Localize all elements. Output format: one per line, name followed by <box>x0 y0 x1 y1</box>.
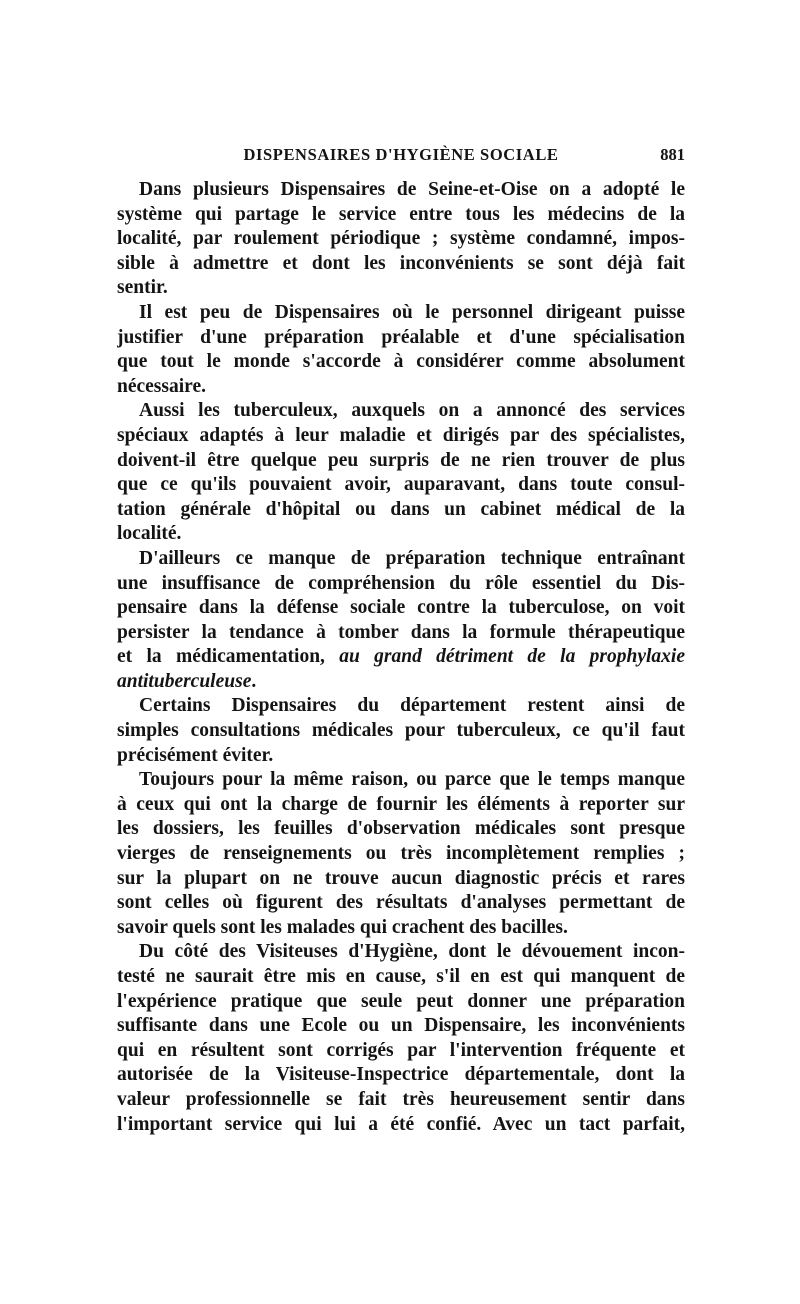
text-line: justifier d'une préparation préalable et d'une spécialisation <box>117 326 685 348</box>
text-line: persister la tendance à tomber dans la formule thérapeutique <box>117 621 685 643</box>
text-run: et la médicamentation, <box>117 646 325 668</box>
text-line: une insuffisance de compréhension du rôle essentiel du Dis- <box>117 572 685 594</box>
text-line: valeur professionnelle se fait très heureusement sentir dans <box>117 1088 685 1110</box>
text-line: système qui partage le service entre tous les médecins de la <box>117 203 685 225</box>
text-line: Toujours pour la même raison, ou parce que le temps manque <box>139 769 685 791</box>
text-line: nécessaire. <box>117 375 206 397</box>
text-line: pensaire dans la défense sociale contre la tuberculose, on voit <box>117 597 685 619</box>
text-run: . <box>251 670 257 692</box>
text-line: Il est peu de Dispensaires où le personnel dirigeant puisse <box>139 301 685 323</box>
text-line: savoir quels sont les malades qui crachent des bacilles. <box>117 916 568 938</box>
text-line <box>117 670 685 695</box>
text-line: sont celles où figurent des résultats d'analyses permettant de <box>117 892 685 914</box>
text-line: testé ne saurait être mis en cause, s'il en est qui manquent de <box>117 966 685 987</box>
text-line: sur la plupart on ne trouve aucun diagnostic précis et rares <box>117 867 685 889</box>
running-title: DISPENSAIRES D'HYGIÈNE SOCIALE <box>243 145 559 164</box>
italic-run: antituberculeuse <box>117 670 252 692</box>
text-line: sible à admettre et dont les inconvénients se sont déjà fait <box>117 252 685 274</box>
text-line: suffisante dans une Ecole ou un Dispensaire, les inconvénients <box>117 1015 685 1037</box>
text-line: localité. <box>117 523 182 545</box>
text-line: doivent-il être quelque peu surpris de ne rien trouver de plus <box>117 449 685 471</box>
text-line: autorisée de la Visiteuse-Inspectrice départementale, dont la <box>117 1064 685 1086</box>
italic-run: au grand détriment de la prophylaxie <box>339 646 685 668</box>
text-line: l'important service qui lui a été confié. Avec un tact parfait, <box>117 1113 685 1135</box>
text-line: que tout le monde s'accorde à considérer comme absolument <box>117 351 685 373</box>
text-line: tation générale d'hôpital ou dans un cabinet médical de la <box>117 498 685 520</box>
text-line: spéciaux adaptés à leur maladie et dirigés par des spécialistes, <box>117 424 685 446</box>
text-line: que ce qu'ils pouvaient avoir, auparavant, dans toute consul- <box>117 474 685 496</box>
text-line: qui en résultent sont corrigés par l'intervention fréquente et <box>117 1039 685 1061</box>
text-line: localité, par roulement périodique ; système condamné, impos- <box>117 228 685 250</box>
text-line: Aussi les tuberculeux, auxquels on a annoncé des services <box>139 400 685 422</box>
text-line: Dans plusieurs Dispensaires de Seine-et-Oise on a adopté le <box>139 179 685 200</box>
text-line: D'ailleurs ce manque de préparation technique entraînant <box>139 547 685 569</box>
text-line: simples consultations médicales pour tuberculeux, ce qu'il faut <box>117 720 685 742</box>
text-line: à ceux qui ont la charge de fournir les éléments à reporter sur <box>117 793 685 815</box>
text-line <box>117 645 685 670</box>
text-line: Du côté des Visiteuses d'Hygiène, dont le dévouement incon- <box>139 941 685 963</box>
text-line: précisément éviter. <box>117 744 274 766</box>
body-text <box>117 178 685 1137</box>
text-line: vierges de renseignements ou très incomplètement remplies ; <box>117 843 685 865</box>
running-head <box>117 145 685 169</box>
text-line: Certains Dispensaires du département restent ainsi de <box>139 695 685 717</box>
text-line: l'expérience pratique que seule peut donner une préparation <box>117 990 685 1012</box>
page-number: 881 <box>660 145 685 164</box>
text-line: les dossiers, les feuilles d'observation médicales sont presque <box>117 818 685 840</box>
text-line: sentir. <box>117 277 168 299</box>
